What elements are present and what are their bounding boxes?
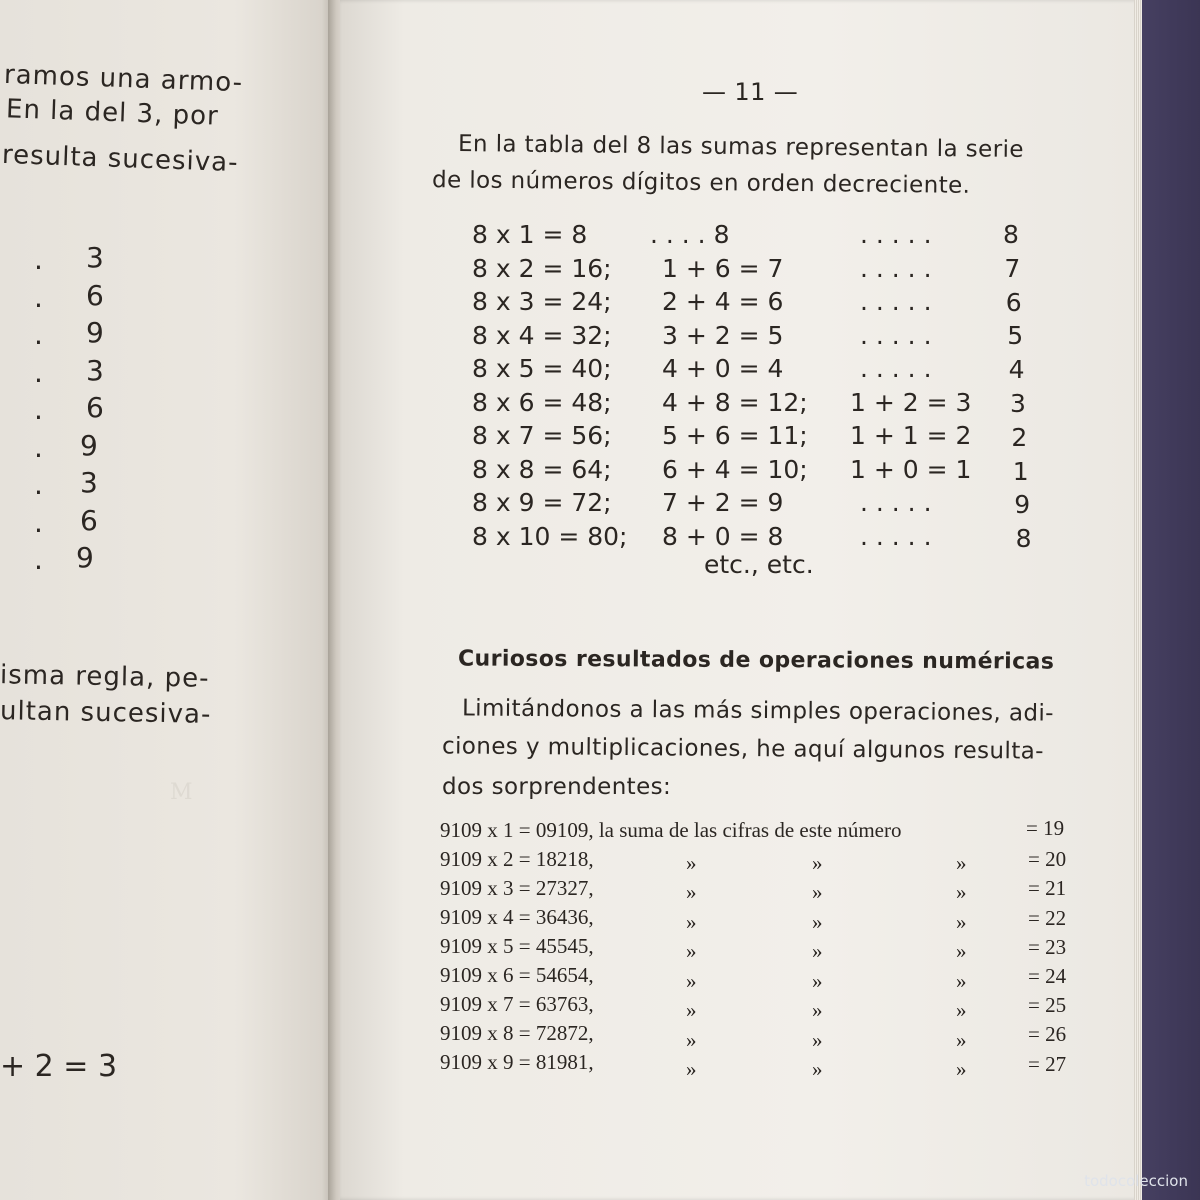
ditto-mark: » [812,850,823,875]
table2-result: = 27 [1028,1051,1067,1076]
section-heading: Curiosos resultados de operaciones numéricas [457,646,1055,675]
ditto-mark: » [956,909,967,934]
ditto-mark: » [686,968,697,993]
ditto-mark: » [686,1057,697,1081]
ditto-mark: » [956,939,967,963]
table-cell-result: 8 [1015,524,1032,554]
table-cell-sum1: 4 + 8 = 12; [662,387,808,417]
etc-text: etc., etc. [704,550,814,579]
ditto-mark: » [956,968,967,993]
table-cell-sum1: 5 + 6 = 11; [662,421,808,450]
table-cell-result: 2 [1011,422,1028,452]
table2-result: = 24 [1028,964,1067,988]
ditto-mark: » [956,998,967,1022]
table2-mult: 9109 x 2 = 18218, [440,847,594,871]
leader-dot: . [34,318,43,351]
table2-mult: 9109 x 5 = 45545, [440,934,594,958]
leader-dot: . [34,468,43,501]
ditto-mark: » [812,998,823,1022]
ditto-mark: » [812,968,823,993]
table-cell-result: 6 [1005,287,1022,317]
intro-line: de los números dígitos en orden decreciente. [431,167,971,199]
table-cell-mult: 8 x 9 = 72; [472,488,612,517]
table-cell-sum2: . . . . . [860,354,932,383]
table2-mult: 9109 x 6 = 54654, [440,963,594,987]
table2-mult: 9109 x 9 = 81981, [440,1050,594,1074]
digit-value: 3 [86,353,104,387]
table2-result: = 20 [1028,847,1067,872]
table-cell-sum1: 4 + 0 = 4 [662,354,784,383]
ditto-mark: » [686,1027,697,1052]
paragraph-line: Limitándonos a las más simples operaciones, adi- [461,695,1054,727]
table2-result: = 26 [1028,1022,1067,1047]
ditto-mark: » [812,880,823,904]
ditto-mark: » [812,939,823,963]
table2-mult: 9109 x 8 = 72872, [440,1021,594,1045]
table-cell-sum1: 8 + 0 = 8 [662,521,784,551]
table-cell-mult: 8 x 6 = 48; [472,387,612,417]
table-cell-mult: 8 x 10 = 80; [472,521,628,551]
table-cell-mult: 8 x 8 = 64; [472,454,612,484]
page-edge [1134,0,1142,1200]
table2-result: = 21 [1028,876,1067,901]
digit-value: 9 [86,316,104,349]
left-formula: + 2 = 3 [0,1049,118,1084]
table-cell-result: 3 [1010,389,1026,418]
table-cell-mult: 8 x 3 = 24; [472,287,612,316]
table-cell-result: 4 [1008,355,1025,385]
ditto-mark: » [956,1027,967,1052]
table-cell-sum1: 6 + 4 = 10; [662,454,808,484]
leader-dot: . [34,355,43,389]
table2-result: = 19 [1026,816,1065,840]
ditto-mark: » [956,880,967,904]
table-cell-result: 7 [1004,253,1021,283]
left-line: ramos una armo- [3,59,244,99]
ditto-mark: » [956,1057,967,1081]
table-cell-result: 8 [1003,220,1019,249]
ditto-mark: » [686,850,697,875]
table-cell-mult: 8 x 5 = 40; [472,354,612,383]
ditto-mark: » [812,1057,823,1081]
digit-value: 3 [80,466,98,499]
ditto-mark: » [686,998,697,1022]
leader-dot: . [34,243,43,276]
digit-value: 6 [86,391,104,424]
table2-mult: 9109 x 7 = 63763, [440,992,594,1016]
table2-mult: 9109 x 4 = 36436, [440,905,594,929]
table-cell-sum2: 1 + 1 = 2 [850,421,972,450]
intro-line: En la tabla del 8 las sumas representan la serie [457,131,1025,163]
ditto-mark: » [686,939,697,963]
digit-value: 9 [80,428,98,462]
digit-value: 3 [86,241,104,274]
table-cell-sum1: 3 + 2 = 5 [662,320,784,350]
leader-dot: . [34,543,43,576]
table-cell-mult: 8 x 1 = 8 [472,220,588,249]
paragraph-line: ciones y multiplicaciones, he aquí algunos resulta- [441,733,1044,765]
table-cell-sum1: 7 + 2 = 9 [662,488,784,517]
table2-result: = 23 [1028,934,1067,959]
table-cell-mult: 8 x 4 = 32; [472,320,612,350]
leader-dot: . [34,430,43,464]
table-cell-sum2: . . . . . [860,488,932,517]
table-cell-sum2: . . . . . [860,521,932,551]
table2-result: = 22 [1028,905,1067,930]
table-cell-sum2: . . . . . [860,220,932,249]
table-cell-result: 1 [1012,456,1029,486]
table-cell-sum2: . . . . . [860,320,932,350]
page-number: — 11 — [702,78,799,106]
left-line: ultan sucesiva- [0,696,212,730]
table2-result: = 25 [1028,993,1067,1018]
left-line: En la del 3, por [5,94,220,132]
ditto-mark: » [956,850,967,875]
leader-dot: . [34,393,43,426]
table-cell-sum2: . . . . . [860,253,932,283]
table2-mult: 9109 x 3 = 27327, [440,876,594,900]
digit-value: 9 [76,541,94,574]
table-cell-mult: 8 x 2 = 16; [472,253,612,283]
table2-mult: 9109 x 1 = 09109, la suma de las cifras de este número [440,818,902,842]
ditto-mark: » [812,1027,823,1052]
show-through: M [170,780,193,805]
ditto-mark: » [812,909,823,934]
table-cell-mult: 8 x 7 = 56; [472,421,612,450]
digit-value: 6 [80,503,98,537]
ditto-mark: » [686,880,697,904]
watermark: todocoleccion [1084,1172,1188,1190]
leader-dot: . [34,505,43,539]
table-cell-sum2: 1 + 0 = 1 [850,454,972,484]
table-cell-sum1: 2 + 4 = 6 [662,287,784,316]
left-page [0,0,335,1200]
table-cell-result: 9 [1014,490,1031,520]
table-cell-sum1: . . . . 8 [650,220,730,249]
table-cell-sum1: 1 + 6 = 7 [662,253,784,283]
left-line: resulta sucesiva- [1,139,239,179]
leader-dot: . [34,280,43,314]
left-line: isma regla, pe- [0,660,210,694]
table-cell-sum2: . . . . . [860,287,932,316]
paragraph-line: dos sorprendentes: [442,774,672,800]
table-cell-sum2: 1 + 2 = 3 [850,387,972,417]
digit-value: 6 [86,278,104,312]
ditto-mark: » [686,909,697,934]
table-cell-result: 5 [1007,321,1024,351]
